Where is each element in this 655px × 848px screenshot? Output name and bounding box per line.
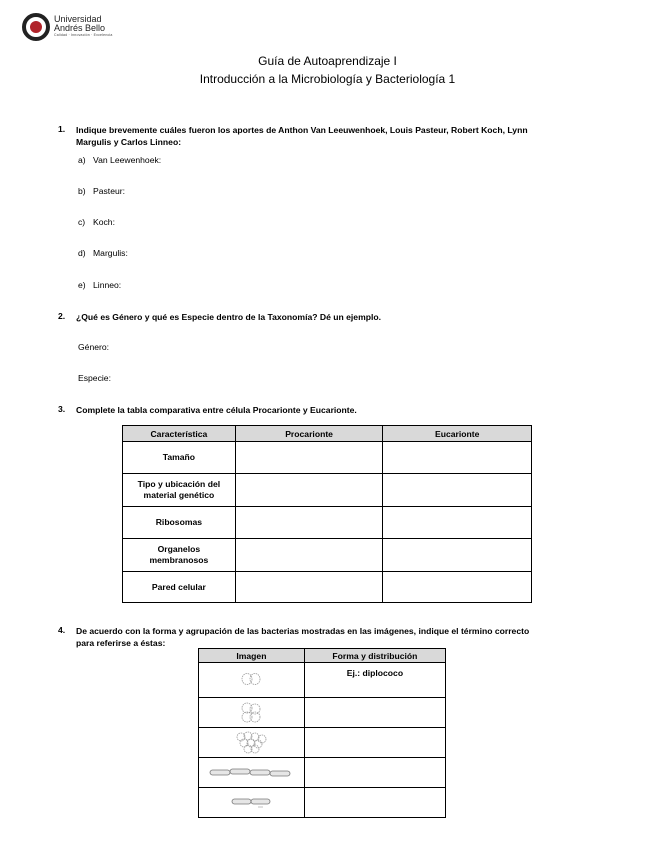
answer-cell[interactable]: [304, 788, 445, 818]
diplococo-icon: [236, 671, 266, 687]
q1-item-e: e) Linneo:: [78, 280, 122, 290]
q1-item-a: a) Van Leewenhoek:: [78, 155, 162, 165]
eucarionte-cell[interactable]: [383, 572, 532, 603]
header-caracteristica: Característica: [123, 426, 236, 442]
row-label: Tipo y ubicación del material genético: [123, 474, 236, 507]
university-logo: [22, 13, 142, 47]
logo-tagline: Calidad · Innovación · Excelencia: [54, 33, 113, 37]
logo-line1: Universidad: [54, 14, 102, 24]
page-subtitle: Introducción a la Microbiología y Bacteriología 1: [199, 72, 456, 86]
table-header-row: [123, 426, 532, 442]
table-row: [199, 663, 446, 698]
row-label: Tamaño: [123, 442, 236, 474]
procarionte-cell[interactable]: [235, 442, 383, 474]
racimo-icon: [231, 730, 271, 754]
row-label: Pared celular: [123, 572, 236, 603]
q1-item-d: d) Margulis:: [78, 248, 128, 258]
bacteria-image-cell: [199, 698, 305, 728]
bacteria-image-cell: [199, 663, 305, 698]
page-title: Guía de Autoaprendizaje I: [258, 54, 397, 68]
table-row: [123, 539, 532, 572]
header-forma: Forma y distribución: [304, 649, 445, 663]
q1-text-line1: Indique brevemente cuáles fueron los aportes de Anthon Van Leeuwenhoek, Louis Pasteur, Robert Koch, Lynn: [76, 125, 528, 135]
table-row: [123, 442, 532, 474]
header-eucarionte: Eucarionte: [383, 426, 532, 442]
q2-especie: Especie:: [78, 373, 111, 383]
row-label: Organelos membranosos: [123, 539, 236, 572]
procarionte-cell[interactable]: [235, 572, 383, 603]
table-row: [123, 572, 532, 603]
q3-number: 3.: [58, 404, 66, 414]
q2-genero: Género:: [78, 342, 110, 352]
q1-item-b: b) Pasteur:: [78, 186, 126, 196]
diplobacilo-icon: [226, 795, 276, 809]
procarionte-cell[interactable]: [235, 474, 383, 507]
bacteria-image-cell: [199, 788, 305, 818]
table-header-row: [199, 649, 446, 663]
answer-cell[interactable]: [304, 758, 445, 788]
eucarionte-cell[interactable]: [383, 539, 532, 572]
eucarionte-cell[interactable]: [383, 474, 532, 507]
logo-emblem-icon: [22, 13, 50, 41]
eucarionte-cell[interactable]: [383, 442, 532, 474]
q4-text-line2: para referirse a éstas:: [76, 638, 166, 648]
answer-cell[interactable]: [304, 698, 445, 728]
table-row: [123, 474, 532, 507]
eucarionte-cell[interactable]: [383, 507, 532, 539]
q2-text: ¿Qué es Género y qué es Especie dentro de la Taxonomía? Dé un ejemplo.: [76, 312, 382, 322]
table-row: [123, 507, 532, 539]
logo-line2: Andrés Bello: [54, 23, 106, 33]
bacteria-table: [198, 648, 446, 818]
q4-text: [76, 625, 636, 649]
tetrada-icon: [236, 700, 266, 724]
q1-number: 1.: [58, 124, 66, 134]
q4-number: 4.: [58, 625, 66, 635]
q1-item-c: c) Koch:: [78, 217, 115, 227]
row-label: Ribosomas: [123, 507, 236, 539]
answer-cell[interactable]: [304, 728, 445, 758]
q1-text-line2: Margulis y Carlos Linneo:: [76, 137, 182, 147]
header-imagen: Imagen: [199, 649, 305, 663]
q4-text-line1: De acuerdo con la forma y agrupación de las bacterias mostradas en las imágenes, indique el término correcto: [76, 626, 530, 636]
example-cell: Ej.: diplococo: [304, 663, 445, 698]
header-procarionte: Procarionte: [235, 426, 383, 442]
q2-number: 2.: [58, 311, 66, 321]
bacteria-image-cell: [199, 728, 305, 758]
q1-text: [76, 124, 636, 148]
table-row: [199, 698, 446, 728]
procarionte-cell[interactable]: [235, 539, 383, 572]
table-row: [199, 728, 446, 758]
procarionte-cell[interactable]: [235, 507, 383, 539]
table-row: [199, 758, 446, 788]
q3-text: Complete la tabla comparativa entre célula Procarionte y Eucarionte.: [76, 405, 357, 415]
comparison-table: [122, 425, 532, 603]
table-row: [199, 788, 446, 818]
bacteria-image-cell: [199, 758, 305, 788]
cadena-bacilos-icon: [206, 765, 296, 779]
